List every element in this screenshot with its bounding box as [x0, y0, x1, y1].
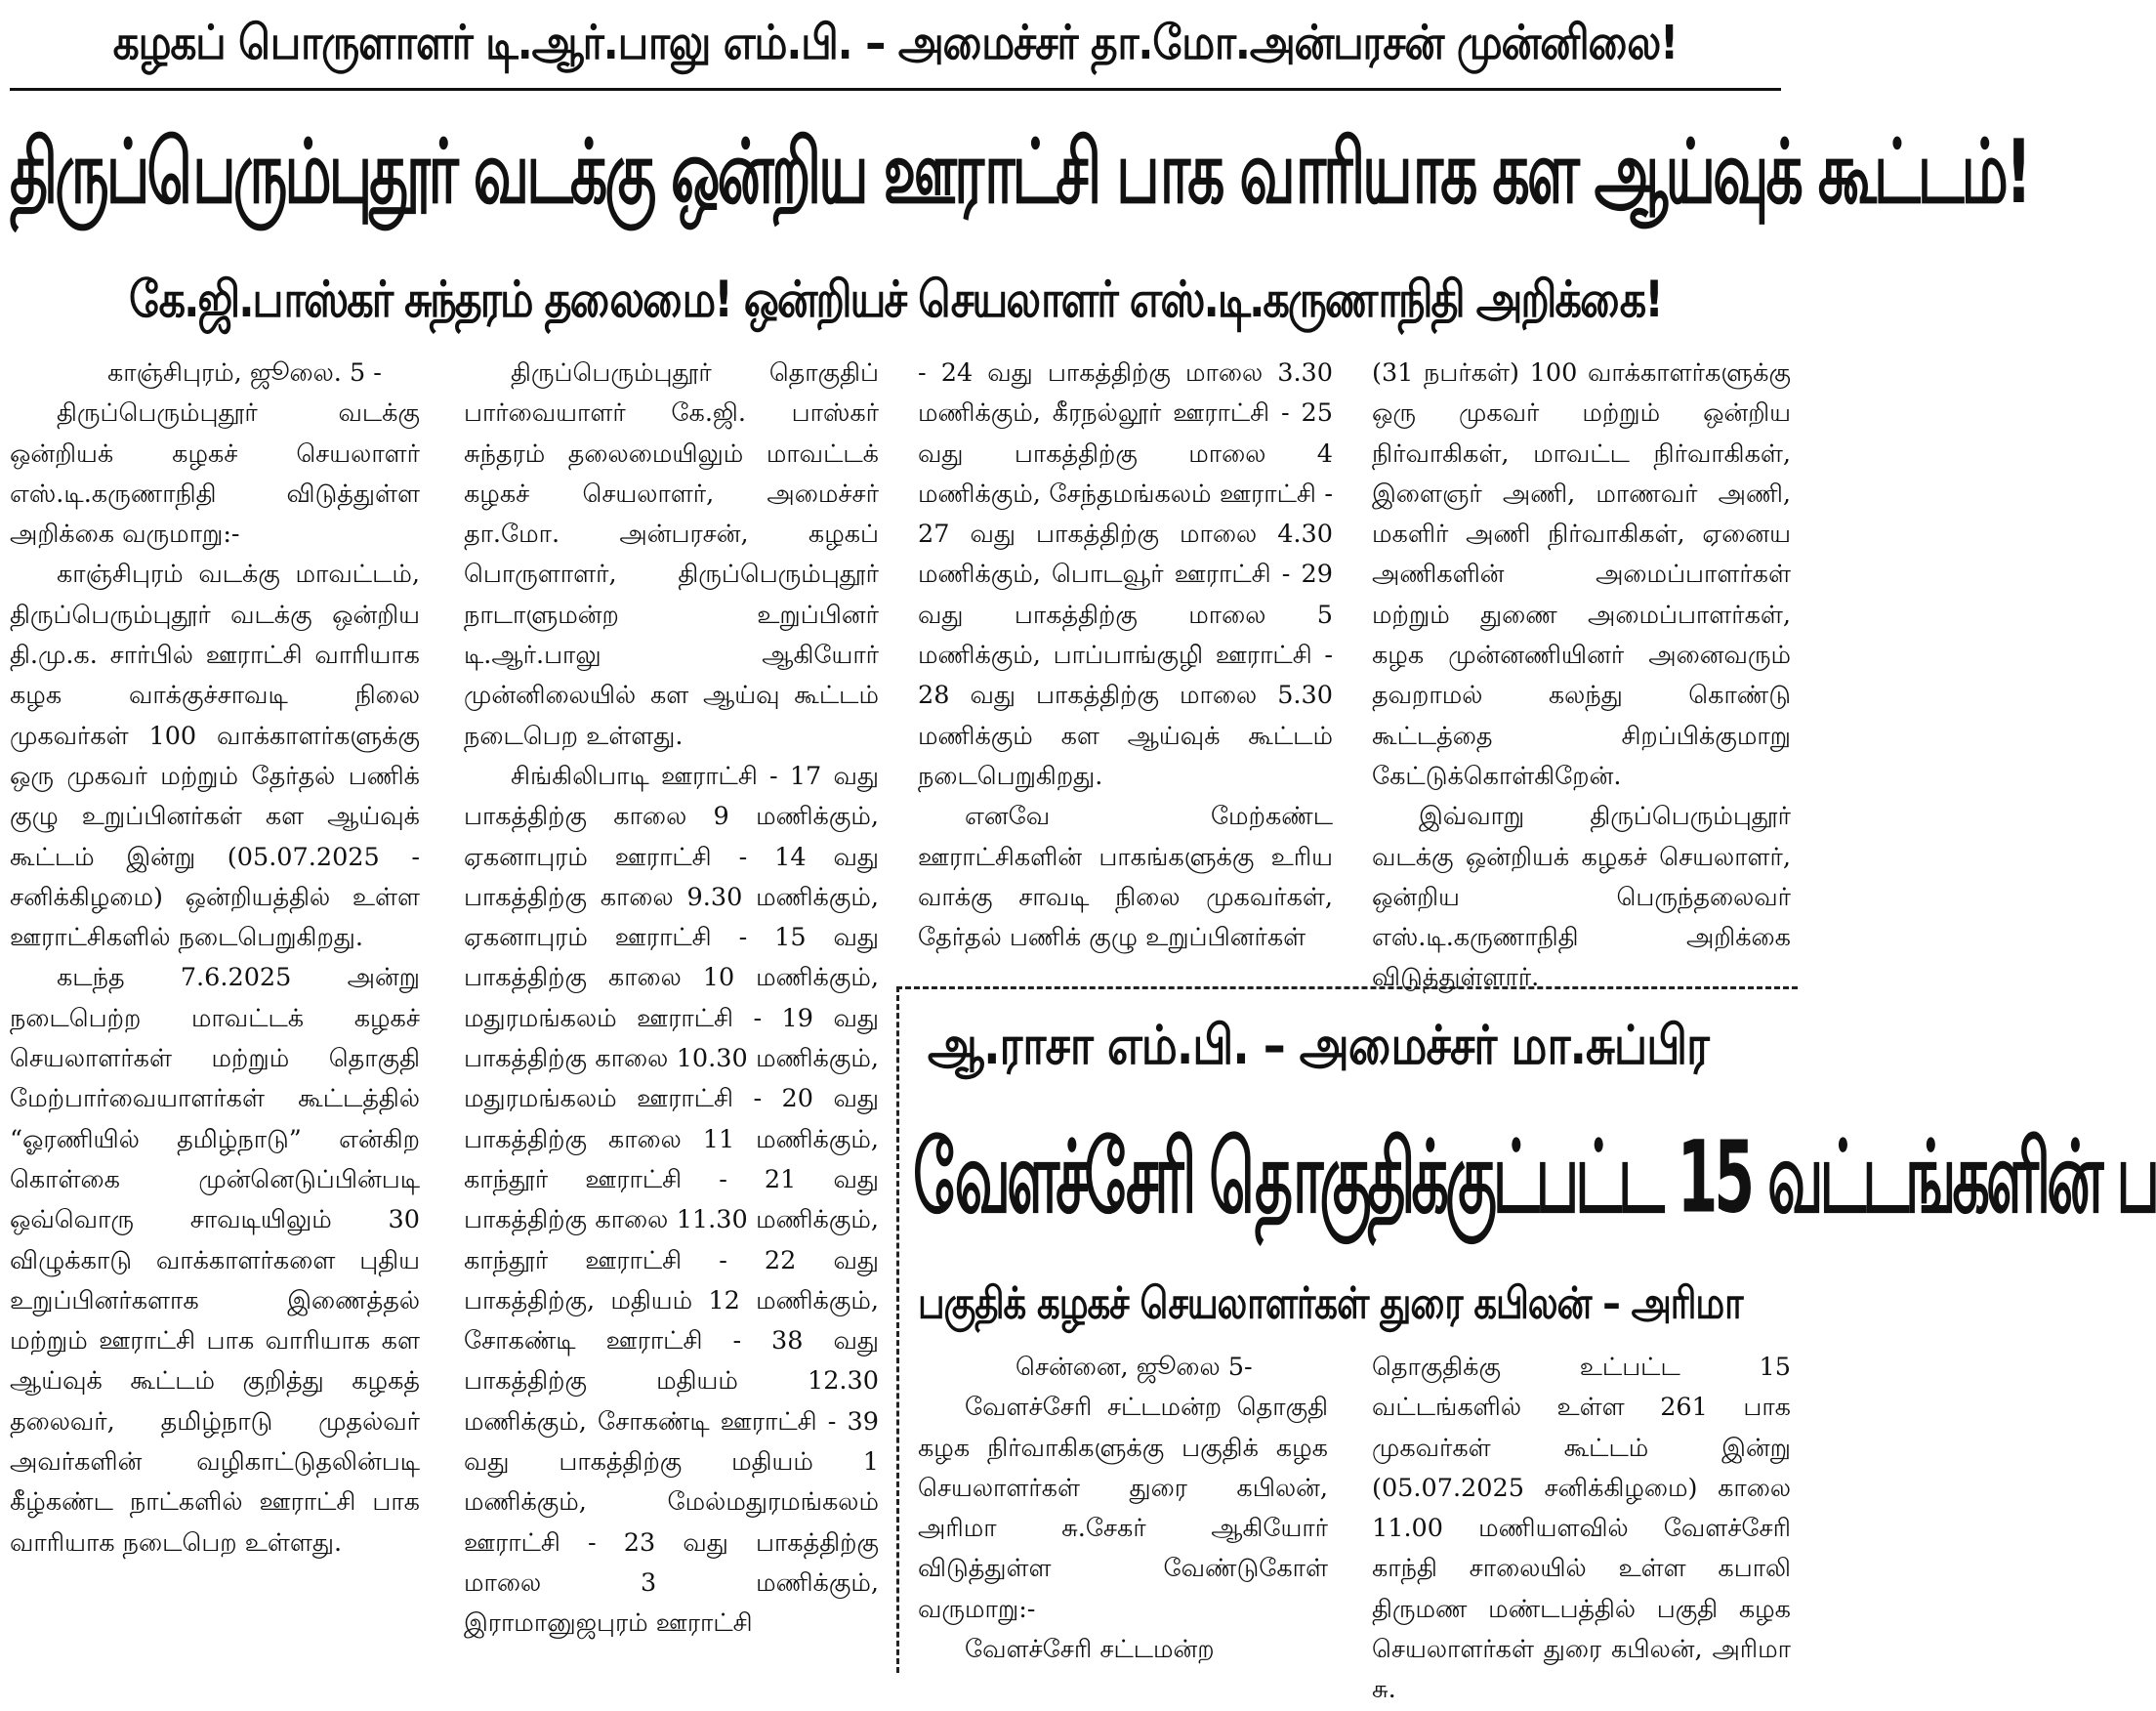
story1-col2-paragraph: சிங்கிலிபாடி ஊராட்சி - 17 வது பாகத்திற்கு காலை 9 மணிக்கும், ஏகனாபுரம் ஊராட்சி - 14 வது பாகத்திற்கு காலை 9.30 மணிக்கும், ஏகனாபுரம் ஊராட்சி - 15 வது பாகத்திற்கு காலை 10 மணிக்கும், மதுரமங்கலம் ஊராட்சி - 19 வது பாகத்திற்கு காலை 10.30 மணிக்கும், மதுரமங்கலம் ஊராட்சி - 20 வது பாகத்திற்கு காலை 11 மணிக்கும், காந்தூர் ஊராட்சி - 21 வது பாகத்திற்கு காலை 11.30 மணிக்கும், காந்தூர் ஊராட்சி - 22 வது பாகத்திற்கு, மதியம் 12 மணிக்கும், சோகண்டி ஊராட்சி - 38 வது பாகத்திற்கு மதியம் 12.30 மணிக்கும், சோகண்டி ஊராட்சி - 39 வது பாகத்திற்கு மதியம் 1 மணிக்கும், மேல்மதுரமங்கலம் ஊராட்சி - 23 வது பாகத்திற்கு மாலை 3 மணிக்கும், இராமானுஜபுரம் ஊராட்சி [464, 761, 879, 1639]
story1-col1-paragraph: கடந்த 7.6.2025 அன்று நடைபெற்ற மாவட்டக் கழகச் செயலாளர்கள் மற்றும் தொகுதி மேற்பார்வையாளர்கள் கூட்டத்தில் “ஓரணியில் தமிழ்நாடு” என்கிற கொள்கை முன்னெடுப்பின்படி ஒவ்வொரு சாவடியிலும் 30 விழுக்காடு வாக்காளர்களை புதிய உறுப்பினர்களாக இணைத்தல் மற்றும் ஊராட்சி பாக வாரியாக கள ஆய்வுக் கூட்டம் குறித்து கழகத் தலைவர், தமிழ்நாடு முதல்வர் அவர்களின் வழிகாட்டுதலின்படி கீழ்கண்ட நாட்களில் ஊராட்சி பாக வாரியாக நடைபெற உள்ளது. [10, 963, 420, 1558]
story1-column-4 [1372, 354, 1791, 993]
story1-dateline: காஞ்சிபுரம், ஜூலை. 5 - [107, 358, 382, 388]
story2-subhead: பகுதிக் கழகச் செயலாளர்கள் துரை கபிலன் – அரிமா [918, 1277, 1743, 1329]
story1-col2-paragraph: திருப்பெரும்புதூர் தொகுதிப் பார்வையாளர் கே.ஜி. பாஸ்கர் சுந்தரம் தலைமையிலும் மாவட்டக் கழகச் செயலாளர், அமைச்சர் தா.மோ. அன்பரசன், கழகப் பொருளாளர், திருப்பெரும்புதூர் நாடாளுமன்ற உறுப்பினர் டி.ஆர்.பாலு ஆகியோர் முன்னிலையில் கள ஆய்வு கூட்டம் நடைபெற உள்ளது. [464, 358, 879, 751]
story1-col1-paragraph: திருப்பெரும்புதூர் வடக்கு ஒன்றியக் கழகச் செயலாளர் எஸ்.டி.கருணாநிதி விடுத்துள்ள அறிக்கை வருமாறு:- [10, 398, 420, 550]
story1-col3-paragraph: எனவே மேற்கண்ட ஊராட்சிகளின் பாகங்களுக்கு உரிய வாக்கு சாவடி நிலை முகவர்கள், தேர்தல் பணிக் குழு உறுப்பினர்கள் [918, 802, 1333, 953]
story2-column-2 [1372, 1348, 1791, 1705]
story2-dateline: சென்னை, ஜூலை 5- [1016, 1353, 1253, 1382]
story2-headline: வேளச்சேரி தொகுதிக்குட்பட்ட 15 வட்டங்களின் ப [913, 1120, 2156, 1237]
story2-kicker: ஆ.ராசா எம்.பி. – அமைச்சர் மா.சுப்பிர [928, 1013, 1709, 1077]
story1-col3-paragraph: - 24 வது பாகத்திற்கு மாலை 3.30 மணிக்கும், கீரநல்லூர் ஊராட்சி - 25 வது பாகத்திற்கு மாலை 4 மணிக்கும், சேந்தமங்கலம் ஊராட்சி - 27 வது பாகத்திற்கு மாலை 4.30 மணிக்கும், பொடவூர் ஊராட்சி - 29 வது பாகத்திற்கு மாலை 5 மணிக்கும், பாப்பாங்குழி ஊராட்சி - 28 வது பாகத்திற்கு மாலை 5.30 மணிக்கும் கள ஆய்வுக் கூட்டம் நடைபெறுகிறது. [918, 358, 1333, 791]
story2-col1-paragraph: வேளச்சேரி சட்டமன்ற [965, 1635, 1215, 1665]
story1-headline: திருப்பெரும்புதூர் வடக்கு ஒன்றிய ஊராட்சி பாக வாரியாக கள ஆய்வுக் கூட்டம்! [10, 121, 2030, 225]
story2-column-1 [918, 1348, 1328, 1665]
story1-kicker: கழகப் பொருளாளர் டி.ஆர்.பாலு எம்.பி. – அமைச்சர் தா.மோ.அன்பரசன் முன்னிலை! [112, 15, 1679, 70]
story1-column-1 [10, 354, 420, 1658]
story1-col1-paragraph: காஞ்சிபுரம் வடக்கு மாவட்டம், திருப்பெரும்புதூர் வடக்கு ஒன்றிய தி.மு.க. சார்பில் ஊராட்சி வாரியாக கழக வாக்குச்சாவடி நிலை முகவர்கள் 100 வாக்காளர்களுக்கு ஒரு முகவர் மற்றும் தேர்தல் பணிக் குழு உறுப்பினர்கள் கள ஆய்வுக் கூட்டம் இன்று (05.07.2025 - சனிக்கிழமை) ஒன்றியத்தில் உள்ள ஊராட்சிகளில் நடைபெறுகிறது. [10, 560, 420, 953]
story1-col4-paragraph: (31 நபர்கள்) 100 வாக்காளர்களுக்கு ஒரு முகவர் மற்றும் ஒன்றிய நிர்வாகிகள், மாவட்ட நிர்வாகிகள், இளைஞர் அணி, மாணவர் அணி, மகளிர் அணி நிர்வாகிகள், ஏனைய அணிகளின் அமைப்பாளர்கள் மற்றும் துணை அமைப்பாளர்கள், கழக முன்னணியினர் அனைவரும் தவறாமல் கலந்து கொண்டு கூட்டத்தை சிறப்பிக்குமாறு கேட்டுக்கொள்கிறேன். [1372, 358, 1791, 791]
story1-column-2 [464, 354, 879, 1658]
story2-col1-paragraph: வேளச்சேரி சட்டமன்ற தொகுதி கழக நிர்வாகிகளுக்கு பகுதிக் கழக செயலாளர்கள் துரை கபிலன், அரிமா சு.சேகர் ஆகியோர் விடுத்துள்ள வேண்டுகோள் வருமாறு:- [918, 1393, 1328, 1624]
story1-subhead: கே.ஜி.பாஸ்கர் சுந்தரம் தலைமை! ஒன்றியச் செயலாளர் எஸ்.டி.கருணாநிதி அறிக்கை! [129, 271, 1662, 329]
story2-col2-paragraph: தொகுதிக்கு உட்பட்ட 15 வட்டங்களில் உள்ள 261 பாக முகவர்கள் கூட்டம் இன்று (05.07.2025 சனிக்கிழமை) காலை 11.00 மணியளவில் வேளச்சேரி காந்தி சாலையில் உள்ள கபாலி திருமண மண்டபத்தில் பகுதி கழக செயலாளர்கள் துரை கபிலன், அரிமா சு. [1372, 1353, 1791, 1705]
story1-col4-paragraph: இவ்வாறு திருப்பெரும்புதூர் வடக்கு ஒன்றியக் கழகச் செயலாளர், ஒன்றிய பெருந்தலைவர் எஸ்.டி.கருணாநிதி அறிக்கை விடுத்துள்ளார். [1372, 802, 1791, 993]
story1-column-3 [918, 354, 1333, 965]
